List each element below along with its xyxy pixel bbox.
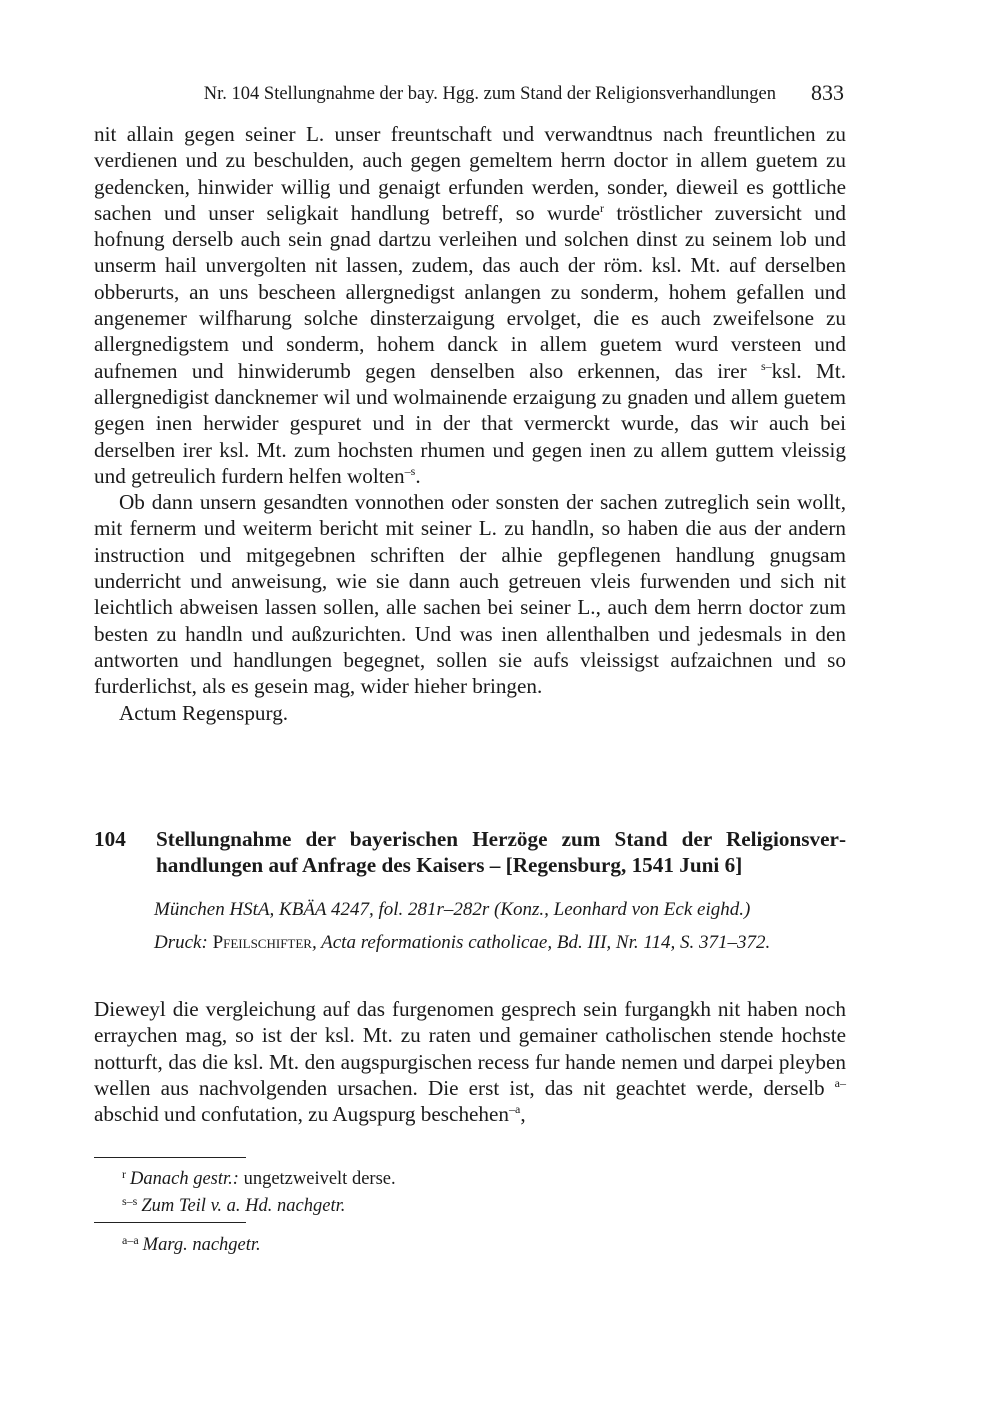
print-label: Druck: (154, 932, 208, 953)
page-number: 833 (811, 80, 844, 105)
footnote-mark: a–a (122, 1233, 139, 1247)
footnote-ref-r: r (600, 200, 605, 215)
footnote-a (122, 1229, 822, 1256)
paragraph-4 (94, 996, 846, 1127)
document-number: 104 (94, 827, 126, 851)
paragraph-text: nit allain gegen seiner L. unser freuntschaft und verwandtnus nach freuntlichen zu verdienen und zu beschulden, auch gegen gemeltem herrn doctor in allem guetem zu gedencken, hinwider willig und genaigt erfunden werden, sonder, dieweil es gottliche sachen und unser seligkait handlung betreff, so wurde (94, 122, 846, 225)
document-title: Stellungnahme der bayerischen Herzöge zum Stand der Religionsverhandlungen auf Anfrage des Kaisers – [Regensburg, 1541 Juni 6] (156, 827, 846, 878)
footnotes-text-critical (122, 1163, 822, 1217)
paragraph-text: Dieweyl die vergleichung auf das furgenomen gesprech sein furgangkh nit haben noch erraychen mag, so ist der ksl. Mt. zu raten und gemainer catholischen stende hochste notturft, das die ksl. Mt. den augspurgischen recess fur hande nemen und darpei pleyben wellen aus nachvolgenden ursachen. Die erst ist, das nit geachtet werde, derselb (94, 997, 846, 1100)
footnote-s (122, 1190, 822, 1217)
footnote-mark: r (122, 1167, 126, 1181)
footnote-text: ungetzweivelt derse. (238, 1169, 396, 1189)
footnote-rule (94, 1222, 246, 1223)
paragraph-text: tröstlicher zuversicht und hofnung derselb auch sein gnad dartzu verleihen und solchen dinst zu seinem lob und unserm hail unvergolten nit lassen, zudem, das auch der röm. ksl. Mt. auf derselben obberurts, an uns bescheen allergnedigst anlangen zu sonderm, hohem gefallen und angenemer wilfharung solche dinsterzaigung ervolget, die es auch zweifelsone zu allergnedigstem und sonderm, hohem danck in allem guetem wurd versteen und aufnemen und hinwiderumb gegen denselben also erkennen, das irer (94, 200, 847, 383)
footnote-mark: s–s (122, 1194, 138, 1208)
paragraph-text: , (520, 1102, 526, 1127)
footnote-ref-a-open: a– (834, 1075, 846, 1090)
paragraph-text: ksl. Mt. allergnedigist dancknemer wil und wolmainende erzaigung zu gnaden und allem guetem gegen inen herwider gespuret und in der that vermerckt wurde, das wir auch bei derselben irer ksl. Mt. zum hochsten rhumen und gegen inen zu allem guttem vleissig und getreulich furdern helfen wolten (94, 358, 846, 488)
paragraph-text: . (415, 463, 421, 488)
document-heading (94, 826, 846, 879)
footnote-r (122, 1163, 822, 1190)
footnotes-document (122, 1229, 822, 1256)
footnote-italic: Zum Teil v. a. Hd. nachgetr. (141, 1196, 346, 1216)
document-body (94, 996, 846, 1127)
footnote-ref-s-close: –s (404, 463, 416, 478)
paragraph-text: abschid und confutation, zu Augspurg beschehen (94, 1102, 510, 1127)
running-head (94, 80, 846, 108)
paragraph-1 (94, 121, 846, 489)
body-text (94, 121, 846, 726)
footnote-rule (94, 1157, 246, 1158)
print-rest: , Acta reformationis catholicae, Bd. III, Nr. 114, S. 371–372. (311, 932, 771, 953)
source-print (154, 931, 846, 954)
source-archive: München HStA, KBÄA 4247, fol. 281r–282r (Konz., Leonhard von Eck eighd.) (154, 899, 751, 920)
print-author: Pfeilschifter (212, 932, 312, 953)
paragraph-3: Actum Regenspurg. (119, 700, 289, 725)
running-head-title: Nr. 104 Stellungnahme der bay. Hgg. zum Stand der Religionsverhandlungen (203, 84, 776, 104)
footnote-italic: Danach gestr.: (130, 1169, 239, 1189)
paragraph-2: Ob dann unsern gesandten vonnothen oder sonsten der sachen zutreglich sein wollt, mit fernerm und weiterm bericht mit seiner L. zu handln, so haben die aus der andern instruction und mitgegebnen schriften der alhie gepflegenen handlung gnugsam underricht und anweisung, wie sie dann auch getreuen vleis furwenden und sich nit leichtlich abweisen lassen sollen, alle sachen bei seiner L., auch dem herrn doctor zum besten zu handln und außzurichten. Und was inen allenthalben und jedesmals in den antworten und handlungen begegnet, sollen sie aufs vleissigst aufzaichnen und so furderlichst, als es gesein mag, wider hieher bringen. (94, 490, 846, 699)
footnote-italic: Marg. nachgetr. (142, 1235, 261, 1255)
footnote-ref-s-open: s– (760, 358, 772, 373)
source-notes (154, 898, 846, 964)
footnote-ref-a-close: –a (509, 1102, 521, 1117)
